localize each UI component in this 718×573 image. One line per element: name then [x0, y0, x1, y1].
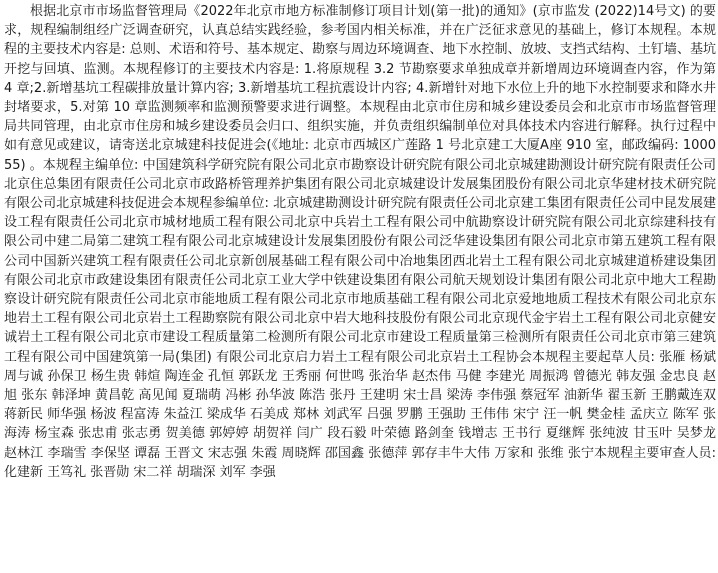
- document-body: [4, 2, 716, 482]
- standard-preface-paragraph: 根据北京市市场监督管理局《2022年北京市地方标准制修订项目计划(第一批)的通知》(京市监发 (2022)14号文) 的要求，规程编制组经广泛调查研究，认真总结实践经验，参考国内相关标准，并在广泛征求意见的基础上，修订本规程。本规程的主要技术内容是: 总则、术语和符号、基本规定、勘察与周边环境调查、地下水控制、放坡、支挡式结构、土钉墙、基坑开挖与回填、监测。本规程修订的主要技术内容是: 1.将原规程 3.2 节勘察要求单独成章并新增周边环境调查内容，作为第 4 章;2.新增基坑工程碳排放量计算内容; 3.新增基坑工程抗震设计内容; 4.新增针对地下水位上升的地下水控制要求和降水井封堵要求，5.对第 10 章监测频率和监测预警要求进行调整。本规程由北京市住房和城乡建设委员会和北京市市场监督管理局共同管理，由北京市住房和城乡建设委员会归口、组织实施，并负责组织编制单位对具体技术内容进行解释。执行过程中如有意见或建议，请寄送北京城建科技促进会(《地址: 北京市西城区广莲路 1 号北京建工大厦A座 910 室，邮政编码: 100055) 。本规程主编单位: 中国建筑科学研究院有限公司北京市勘察设计研究院有限公司北京城建勘测设计研究院有限责任公司北京住总集团有限责任公司北京市政路桥管理养护集团有限公司北京城建设计发展集团股份有限公司北京华建材技术研究院有限公司北京城建科技促进会本规程参编单位: 北京城建勘测设计研究院有限责任公司北京建工集团有限责任公司中昆发展建设工程有限责任公司北京市城材地质工程有限公司北京中兵岩土工程有限公司中航勘察设计研究院有限公司北京综建科技有限公司中建二局第二建筑工程有限公司北京城建设计发展集团股份有限公司泛华建设集团有限公司北京市第五建筑工程有限公司中国新兴建筑工程有限责任公司北京新创展基础工程有限公司中冶地集团西北岩土工程有限公司北京城建道桥建设集团有限公司北京市政建设集团有限责任公司北京工业大学中铁建设集团有限公司航天规划设计集团有限公司北京中地大工程勘察设计研究院有限责任公司北京市能地质工程有限公司北京市地质基础工程有限公司北京爱地地质工程技术有限公司北京东地岩土工程有限公司北京岩土工程勘察院有限公司北京中岩大地科技股份有限公司北京现代金宇岩土工程有限公司北京健安诚岩土工程有限公司北京市建设工程质量第二检测所有限公司北京市建设工程质量第三检测所有限责任公司北京市第三建筑工程有限公司中国建筑第一局(集团) 有限公司北京启力岩土工程有限公司北京岩土工程协会本规程主要起草人员: 张雁 杨斌 周与诚 孙保卫 杨生贵 韩煊 陶连金 孔恒 郭跃龙 王秀丽 何世鸣 张治华 赵杰伟 马健 李建光 周振鸿 曾德光 韩友强 金忠良 赵旭 张东 韩泽坤 黄昌乾 高见闻 夏瑞萌 冯彬 孙华波 陈浩 张丹 王建明 宋士昌 梁涛 李伟强 蔡冠军 油新华 翟玉新 王鹏戴连双 蒋新民 师华强 杨波 程富涛 朱益江 梁成华 石美成 郑林 刘武军 吕强 罗鹏 王强助 王伟伟 宋宁 汪一帆 樊金桂 孟庆立 陈军 张海涛 杨宝森 张忠甫 张志勇 贺美德 郭婷婷 胡贺祥 闫广 段石毅 叶荣德 路剑奎 钱增志 王书行 夏继辉 张纯波 甘玉叶 吴梦龙 赵林江 李瑞雪 李保坚 谭磊 王晋文 宋志强 朱霞 周晓辉 邵国鑫 张德萍 郭存丰牛大伟 万家和 张维 张宁本规程主要审查人员: 化建新 王笃礼 张晋勋 宋二祥 胡瑞深 刘军 李强: [4, 4, 716, 480]
